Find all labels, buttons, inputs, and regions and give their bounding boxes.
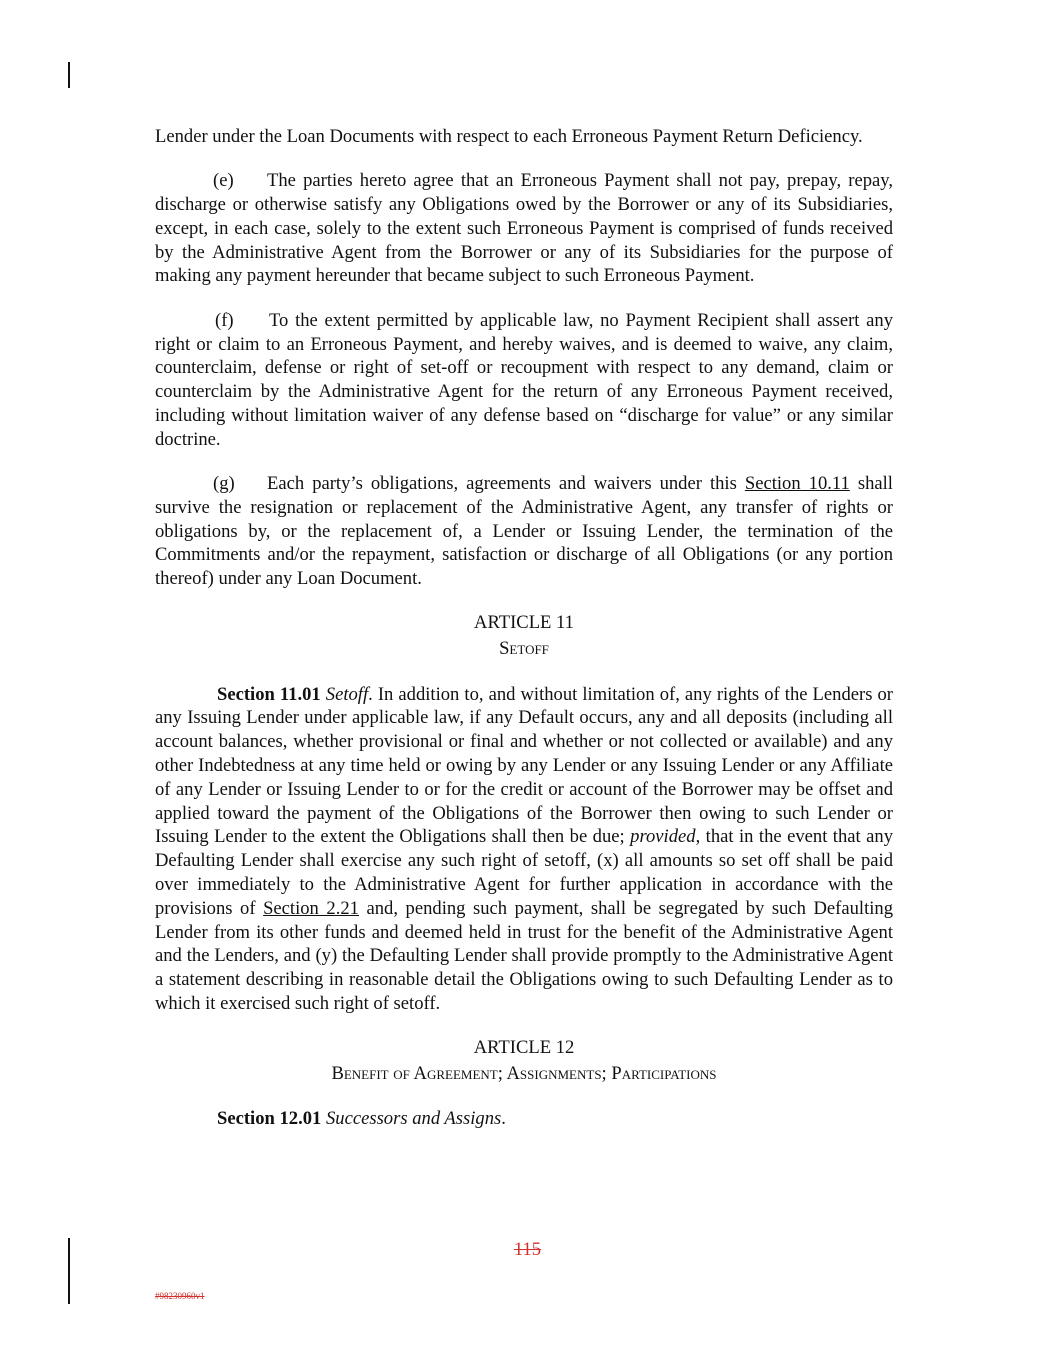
paragraph-f-text: To the extent permitted by applicable law, no Payment Recipient shall assert any right or claim to an Erroneous Payment, and hereby waives, and is deemed to waive, any claim, counterclaim, defense or right of set-off or recoupment with respect to any demand, claim or counterclaim by the Administrative Agent for the return of any Erroneous Payment received, including without limitation waiver of any defense based on “discharge for value” or any similar doctrine.: [155, 309, 893, 450]
paragraph-e-label: (e): [213, 170, 234, 192]
article-11-title: Setoff: [499, 637, 549, 659]
change-bar-top: [68, 62, 70, 88]
continued-paragraph: Lender under the Loan Documents with respect to each Erroneous Payment Return Deficiency.: [155, 126, 863, 147]
article-12-title: Benefit of Agreement; Assignments; Participations: [331, 1062, 717, 1084]
paragraph-f: [155, 309, 893, 452]
document-id: #98230960v1: [155, 1291, 205, 1301]
section-10-11-link[interactable]: Section 10.11: [744, 473, 850, 495]
section-11-01-title-period: .: [368, 683, 373, 705]
article-11-heading: ARTICLE 11: [474, 612, 574, 634]
paragraph-f-label: (f): [215, 309, 234, 331]
paragraph-g-text-after: shall survive the resignation or replacement of the Administrative Agent, any transfer of rights or obligations by, or the replacement of, a Lender or Issuing Lender, the termination of the Commitments and/or the repayment, satisfaction or discharge of all Obligations (or any portion thereof) under any Loan Document.: [155, 473, 893, 590]
section-11-01: [155, 683, 893, 1016]
page-number: 115: [513, 1239, 542, 1260]
paragraph-e: [155, 169, 893, 288]
article-12-heading: ARTICLE 12: [473, 1036, 575, 1058]
section-2-21-link[interactable]: Section 2.21: [263, 897, 359, 919]
section-11-01-title: Setoff: [325, 683, 369, 705]
section-12-01-heading: [155, 1107, 893, 1131]
document-body: [155, 125, 893, 1131]
section-12-01-number: Section 12.01: [217, 1108, 322, 1130]
section-12-01-title-period: .: [501, 1108, 506, 1130]
section-11-01-text-3: and, pending such payment, shall be segregated by such Defaulting Lender from its other funds and deemed held in trust for the benefit of the Administrative Agent and the Lenders, and (y) the Defaulting Lender shall provide promptly to the Administrative Agent a statement describing in reasonable detail the Obligations owing to such Defaulting Lender as to which it exercised such right of setoff.: [155, 897, 893, 1014]
paragraph-g: [155, 472, 893, 591]
section-12-01-title: Successors and Assigns: [325, 1108, 502, 1130]
paragraph-e-text: The parties hereto agree that an Erroneous Payment shall not pay, prepay, repay, discharge or otherwise satisfy any Obligations owed by the Borrower or any of its Subsidiaries, except, in each case, solely to the extent such Erroneous Payment is comprised of funds received by the Administrative Agent from the Borrower or any of its Subsidiaries for the purpose of making any payment hereunder that became subject to such Erroneous Payment.: [155, 170, 893, 287]
paragraph-g-label: (g): [213, 473, 235, 495]
paragraph-g-text-before: Each party’s obligations, agreements and waivers under this: [267, 473, 745, 495]
section-11-01-text-2: , that in the event that any Defaulting Lender shall exercise any such right of setoff, (x) all amounts so set off shall be paid over immediately to the Administrative Agent for further application in accordance with the provisions of: [155, 826, 893, 919]
section-11-01-number: Section 11.01: [217, 683, 321, 705]
provided-term: provided: [630, 826, 696, 848]
section-11-01-text-1: In addition to, and without limitation of, any rights of the Lenders or any Issuing Lender under applicable law, if any Default occurs, any and all deposits (including all account balances, whether provisional or final and whether or not collected or available) and any other Indebtedness at any time held or owing by any Lender or any Issuing Lender or any Affiliate of any Lender or Issuing Lender to or for the credit or account of the Borrower may be offset and applied toward the payment of the Obligations of the Borrower then owing to such Lender or Issuing Lender to the extent the Obligations shall then be due;: [155, 683, 893, 848]
